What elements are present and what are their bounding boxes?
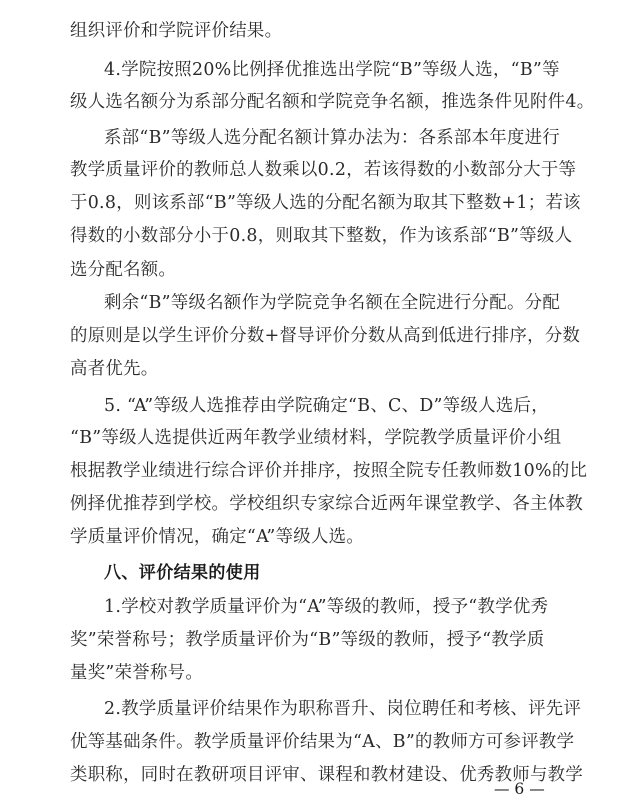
paragraph-line: 1.学校对教学质量评价为“A”等级的教师，授予“教学优秀 (104, 597, 549, 617)
paragraph-line: 的原则是以学生评价分数+督导评价分数从高到低进行排序，分数 (70, 326, 581, 346)
paragraph-line: 选分配名额。 (70, 260, 177, 280)
paragraph-line: 于0.8，则该系部“B”等级人选的分配名额为取其下整数+1；若该 (70, 193, 581, 213)
paragraph-line: 剩余“B”等级名额作为学院竞争名额在全院进行分配。分配 (104, 293, 561, 313)
paragraph-line: 学质量评价情况，确定“A”等级人选。 (70, 527, 365, 547)
paragraph-line: 组织评价和学院评价结果。 (70, 21, 283, 41)
paragraph-line: 级人选名额分为系部分配名额和学院竞争名额，推选条件见附件4。 (70, 92, 595, 112)
paragraph-line: “B”等级人选提供近两年教学业绩材料，学院教学质量评价小组 (70, 428, 562, 448)
paragraph-line: 根据教学业绩进行综合评价并排序，按照全院专任教师数10%的比 (70, 461, 588, 481)
paragraph-line: 例择优推荐到学校。学校组织专家综合近两年课堂教学、各主体教 (70, 494, 584, 514)
paragraph-line: 量奖”荣誉称号。 (70, 663, 204, 683)
paragraph-line: 优等基础条件。教学质量评价结果为“A、B”的教师方可参评教学 (70, 732, 575, 752)
paragraph-line: 奖”荣誉称号；教学质量评价为“B”等级的教师，授予“教学质 (70, 630, 545, 650)
paragraph-line: 得数的小数部分小于0.8，则取其下整数，作为该系部“B”等级人 (70, 226, 573, 246)
paragraph-line: 4.学院按照20%比例择优推选出学院“B”等级人选，“B”等 (104, 60, 560, 80)
paragraph-line: 类职称，同时在教研项目评审、课程和教材建设、优秀教师与教学 (70, 765, 584, 785)
section-heading: 八、评价结果的使用 (104, 563, 261, 583)
paragraph-line: 教学质量评价的教师总人数乘以0.2，若该得数的小数部分大于等 (70, 160, 577, 180)
paragraph-line: 5. “A”等级人选推荐由学院确定“B、C、D”等级人选后， (104, 396, 549, 416)
paragraph-line: 高者优先。 (70, 359, 159, 379)
page-number: — 6 — (494, 780, 545, 798)
paragraph-line: 2.教学质量评价结果作为职称晋升、岗位聘任和考核、评先评 (104, 699, 582, 719)
paragraph-line: 系部“B”等级人选分配名额计算办法为：各系部本年度进行 (104, 128, 561, 148)
